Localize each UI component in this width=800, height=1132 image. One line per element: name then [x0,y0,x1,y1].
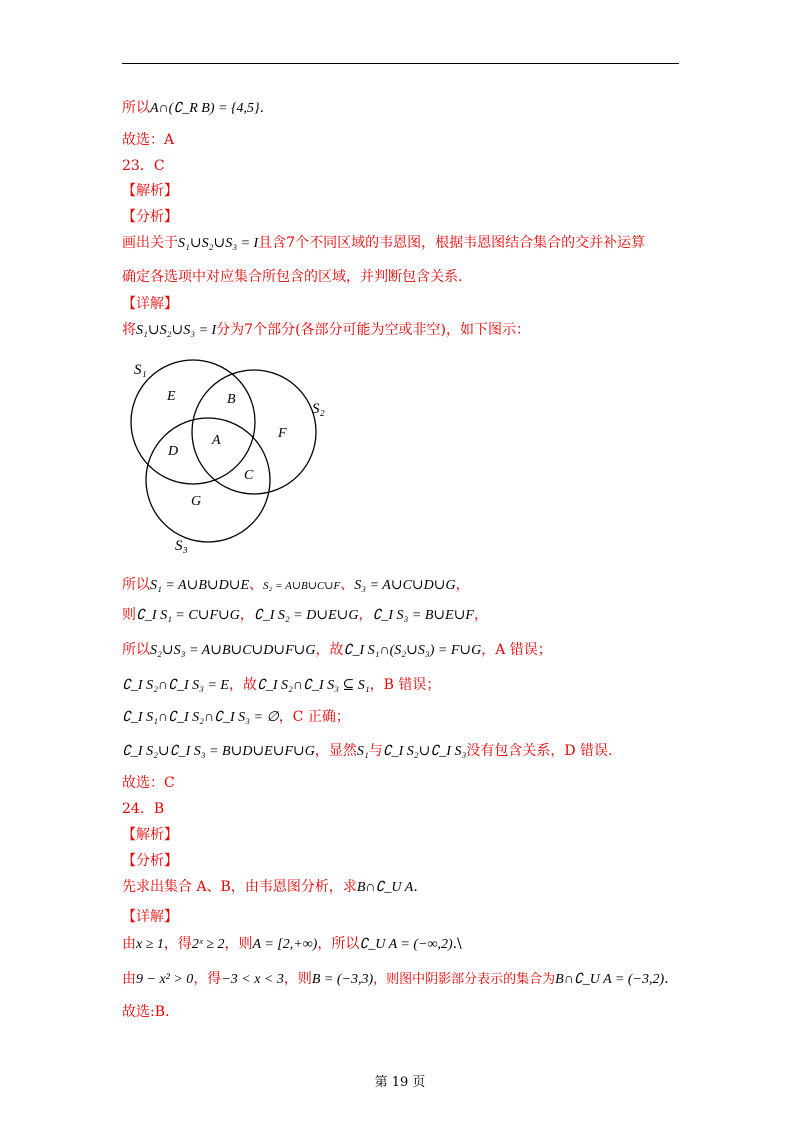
text-line-14: ∁_I S₁∩∁_I S₂∩∁_I S₃ = ∅，C 正确； [122,709,350,725]
answer-line-22: 故选：A [122,132,175,148]
text-line-12: 所以S₂∪S₃ = A∪B∪C∪D∪F∪G，故∁_I S₁∩(S₂∪S₃) = F∪G，A 错误； [122,642,552,658]
label-s1: S₁ [134,362,147,378]
region-b: B [227,392,236,407]
venn-diagram [120,352,350,557]
text-line-7: 确定各选项中对应集合所包含的区域，并判断包含关系. [122,269,463,285]
section-fenxi-24: 【分析】 [122,853,178,869]
answer-line-24: 故选:B. [122,1004,170,1020]
label-s2: S₂ [312,401,325,417]
text-line-23: 由9 − x² > 0，得−3 < x < 3，则B = (−3,3)，则图中阴影部分表示的集合为B∩∁_U A = (−3,2). [122,971,669,987]
section-detail: 【详解】 [122,296,178,312]
text-line-13: ∁_I S₂∩∁_I S₃ = E，故∁_I S₂∩∁_I S₃ ⊆ S₁，B 错误； [122,677,441,693]
text-line-1: 所以A∩(∁_R B) = {4,5}. [122,100,265,116]
region-f: F [278,426,287,441]
text-line-10: 所以S₁ = A∪B∪D∪E、S₂ = A∪B∪C∪F、S₃ = A∪C∪D∪G， [122,577,470,593]
section-analysis-24: 【解析】 [122,827,178,843]
question-number-24: 24．B [122,801,165,817]
region-e: E [167,389,176,404]
label-s3: S₃ [175,538,188,554]
text-line-15: ∁_I S₂∪∁_I S₃ = B∪D∪E∪F∪G，显然S₁与∁_I S₂∪∁_I S₃没有包含关系，D 错误. [122,743,613,759]
question-number-23: 23．C [122,158,165,174]
text-line-11: 则∁_I S₁ = C∪F∪G，∁_I S₂ = D∪E∪G，∁_I S₃ = B∪E∪F， [122,607,488,623]
region-c: C [244,468,254,483]
region-g: G [191,494,202,509]
header-rule [122,63,679,64]
section-analysis: 【解析】 [122,183,178,199]
answer-line-23: 故选：C [122,775,175,791]
text-line-20: 先求出集合 A、B，由韦恩图分析，求B∩∁_U A. [122,879,418,895]
text-line-9: 将S₁∪S₂∪S₃ = I分为7个部分(各部分可能为空或非空)，如下图示： [122,322,531,338]
region-d: D [168,444,179,459]
page-footer: 第 19 页 [374,1075,426,1090]
section-detail-24: 【详解】 [122,909,178,925]
section-fenxi: 【分析】 [122,209,178,225]
text-line-22: 由x ≥ 1，得2ˣ ≥ 2，则A = [2,+∞)，所以∁_U A = (−∞,2).\ [122,936,462,952]
text-line-6: 画出关于S₁∪S₂∪S₃ = I且含7个不同区域的韦恩图，根据韦恩图结合集合的交并补运算 [122,235,646,251]
region-a: A [212,433,221,448]
